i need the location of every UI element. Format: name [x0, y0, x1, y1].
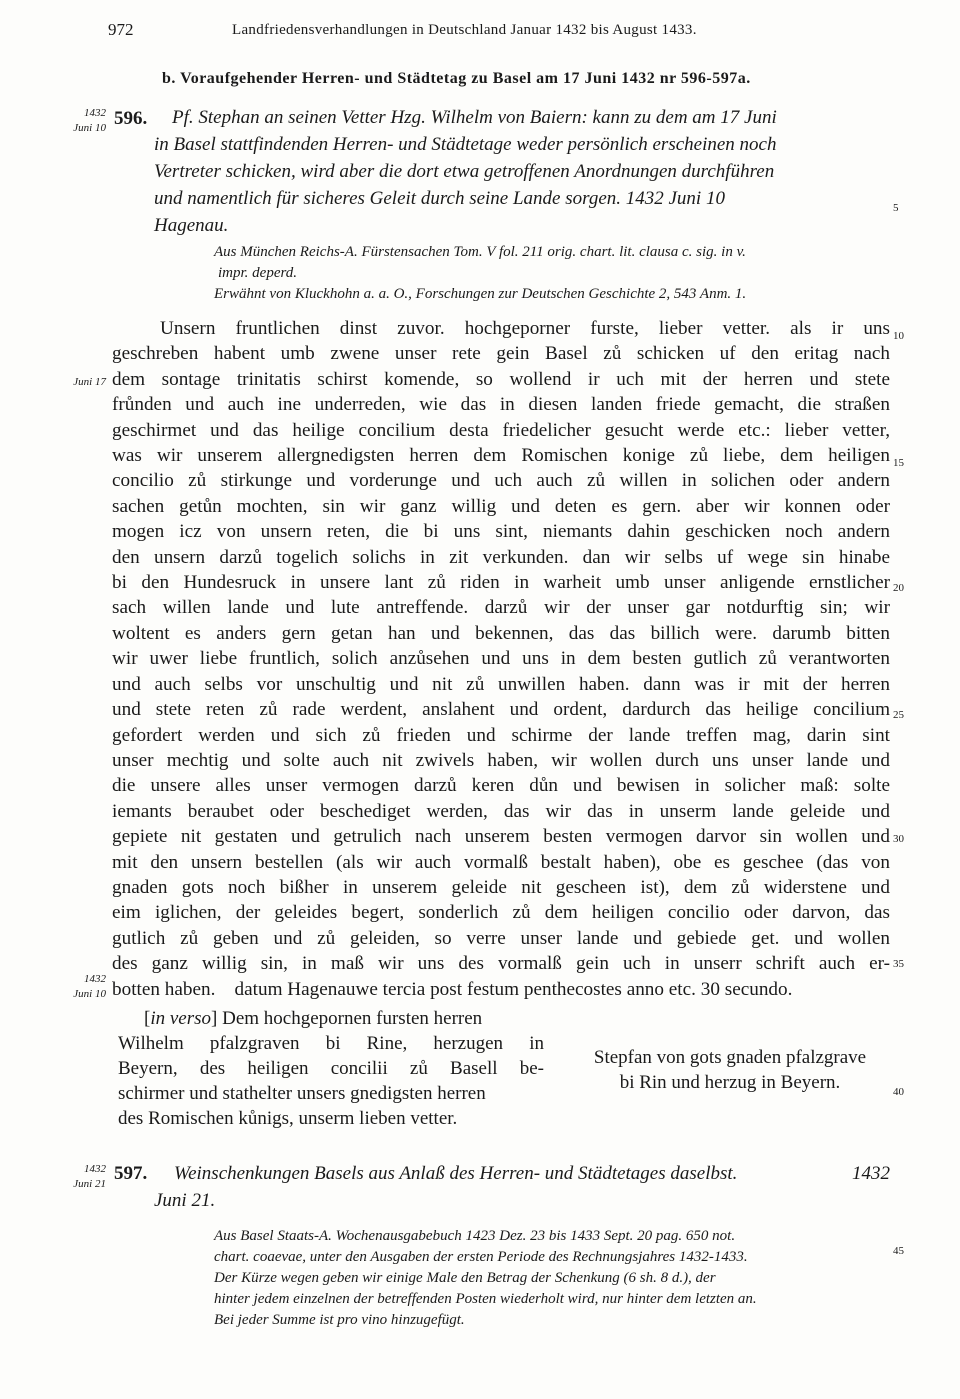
source-line: Der Kürze wegen geben wir einige Male den Betrag der Schenkung (6 sh. 8 d.), der [214, 1270, 716, 1286]
text-line: bi den Hundesruck in unsere lant zů riden in warheit umb unser anligende ernstlicher [112, 572, 890, 594]
regest-line: Pf. Stephan an seinen Vetter Hzg. Wilhelm von Baiern: kann zu dem am 17 Juni [172, 107, 777, 128]
text-line: mit den unsern bestellen (als wir auch vormalß bestalt haben), obe es geschee (das von [112, 851, 890, 873]
margin-date-597: 1432 Juni 21 [73, 1163, 106, 1190]
document-number-597: 597. [114, 1163, 148, 1184]
verso-line: Wilhelm pfalzgraven bi Rine, herzugen in [118, 1033, 544, 1054]
text-line: gefordert werden und sich zů frieden und schirme der lande treffen mag, darin sint [112, 724, 890, 746]
text-line: woltent es anders gern getan han und bekennen, das das billich were. darumb bitten [112, 622, 890, 644]
line-number: 15 [893, 457, 904, 469]
text-line-last: botten haben. datum Hagenauwe tercia post festum penthecostes anno etc. 30 secundo. [112, 978, 793, 1000]
page-number: 972 [108, 20, 134, 39]
text-line: und auch selbs vor unschultig und nit zů unwillen haben. dann was ir mit der herren [112, 673, 890, 695]
text-line: frůnden und auch ine underreden, wie das in diesen landen friede gemacht, die straßen [112, 394, 890, 416]
signature [560, 1045, 900, 1095]
regest-596 [172, 104, 892, 131]
text-line: gepiete nit gestaten und getrulich nach unserem besten vermogen darvor sin wollen und [112, 826, 890, 848]
margin-date-inline: Juni 17 [73, 376, 106, 388]
text-line: iemants beraubet oder beschediget werden, das wir das in unserm lande geleide und [112, 800, 890, 822]
text-line: geschirmet und das heilige concilium desta friedelicher gesucht werde etc.: lieber vetter, [112, 419, 890, 441]
line-number: 35 [893, 958, 904, 970]
source-line: hinter jedem einzelnen der betreffenden Posten wiederholt wird, nur hinter dem letzten an. [214, 1291, 757, 1307]
text-line: dem sontage trinitatis schirst komende, so wollend ir uch mit der herren und stete [112, 368, 890, 390]
regest-597-cont: Juni 21. [154, 1190, 216, 1211]
text-line: den unsern darzů togelich solichs in zit verkunden. dan wir selbs uf wege sin hinabe [112, 546, 890, 568]
margin-date-596: 1432 Juni 10 [73, 107, 106, 134]
verso-line: des Romischen kůnigs, unserm lieben vetter. [118, 1108, 458, 1129]
line-number: 30 [893, 833, 904, 845]
signature-line: Stepfan von gots gnaden pfalzgrave [593, 1047, 867, 1068]
text-line: sachen getůn mochten, sin wir ganz willig und deten es gern. aber wir konnen oder [112, 495, 890, 517]
verso-label: in verso [150, 1008, 212, 1029]
regest-line: und namentlich für sicheres Geleit durch seine Lande sorgen. 1432 Juni 10 [154, 188, 725, 209]
regest-line: Hagenau. [154, 215, 229, 236]
regest-596-cont [154, 131, 894, 239]
text-line: mogen icz von unsern reten, die bi uns sint, niemants dahin geschicken noch andern [112, 521, 890, 543]
verso-address [118, 1006, 544, 1131]
text-line: was wir unserem allergnedigsten herren dem Romischen konige zů liebe, dem heiligen [112, 445, 890, 467]
source-line: Aus München Reichs-A. Fürstensachen Tom. V fol. 211 orig. chart. lit. clausa c. sig. in v. [214, 244, 746, 260]
section-subheading: b. Voraufgehender Herren- und Städtetag zu Basel am 17 Juni 1432 nr 596-597a. [162, 70, 751, 87]
verso-line: [in verso] Dem hochgepornen fursten herren [144, 1008, 483, 1029]
text-line: wir uwer liebe fruntlich, solich anzůsehen und uns in dem besten gutlich zů verantworten [112, 648, 890, 670]
text-line: Unsern fruntlichen dinst zuvor. hochgeporner furste, lieber vetter. als ir uns [160, 318, 890, 339]
regest-597: Weinschenkungen Basels aus Anlaß des Herren- und Städtetages daselbst. [174, 1163, 738, 1184]
source-note-597 [214, 1226, 894, 1331]
source-line: Bei jeder Summe ist pro vino hinzugefügt. [214, 1312, 465, 1328]
running-header [108, 20, 808, 40]
line-number: 45 [893, 1245, 904, 1257]
text-line: gnaden gots noch bißher in unserem geleide nit gescheen ist), dem zů widerstene und [112, 876, 890, 898]
text-line: die unsere alles unser vermogen darzů keren důn und bewisen in solicher maß: solte [112, 775, 890, 797]
text-line: concilio zů stirkunge und vorderunge und uch auch zů willen in solichen oder andern [112, 470, 890, 492]
text-line: geschreben habent umb zwene unser rete gein Basel zů schicken uf den eritag nach [112, 343, 890, 365]
verso-line: Beyern, des heiligen concilii zů Basell be- [118, 1058, 544, 1079]
signature-line: bi Rin und herzug in Beyern. [619, 1072, 841, 1093]
text-line: gutlich zů geben und zů geleiden, so verre unser lande und gebiede get. und wollen [112, 927, 890, 949]
document-number-596: 596. [114, 108, 148, 129]
line-number: 20 [893, 582, 904, 594]
line-number: 40 [893, 1086, 904, 1098]
margin-date-596-end: 1432 Juni 10 [73, 973, 106, 1000]
running-title: Landfriedensverhandlungen in Deutschland Januar 1432 bis August 1433. [232, 22, 697, 38]
document-text-596 [112, 316, 890, 1002]
source-line: Aus Basel Staats-A. Wochenausgabebuch 1423 Dez. 23 bis 1433 Sept. 20 pag. 650 not. [214, 1228, 736, 1244]
source-line: Erwähnt von Kluckhohn a. a. O., Forschungen zur Deutschen Geschichte 2, 543 Anm. 1. [214, 286, 747, 302]
source-note-596 [214, 242, 894, 305]
regest-597-date: 1432 [852, 1163, 890, 1184]
source-line: chart. coaevae, unter den Ausgaben der ersten Periode des Rechnungsjahres 1432-1433. [214, 1249, 748, 1265]
line-number: 10 [893, 330, 904, 342]
text-line: unser mechtig und solte auch nit zwivels haben, wir wollen durch uns unser lande und [112, 749, 890, 771]
regest-line: Vertreter schicken, wird aber die dort etwa getroffenen Anordnungen durchführen [154, 161, 775, 182]
text-line: und stete reten zů rade werdent, anslahent und ordent, dardurch das heilige concilium [112, 699, 890, 721]
line-number: 25 [893, 709, 904, 721]
text-line: des ganz willig sin, in maß wir uns des vormalß gein uch in unserr schrift auch er- [112, 953, 890, 975]
text-line: sach willen lande und lute antreffende. darzů wir der unser gar notdurftig sin; wir [112, 597, 890, 619]
regest-line: in Basel stattfindenden Herren- und Städtetage weder persönlich erscheinen noch [154, 134, 777, 155]
verso-line: schirmer und stathelter unsers gnedigsten herren [118, 1083, 486, 1104]
source-line: impr. deperd. [218, 265, 298, 281]
line-number: 5 [893, 202, 899, 214]
text-line: eim iglichen, der geleides begert, sonderlich zů dem heiligen concilio oder darvon, das [112, 902, 890, 924]
